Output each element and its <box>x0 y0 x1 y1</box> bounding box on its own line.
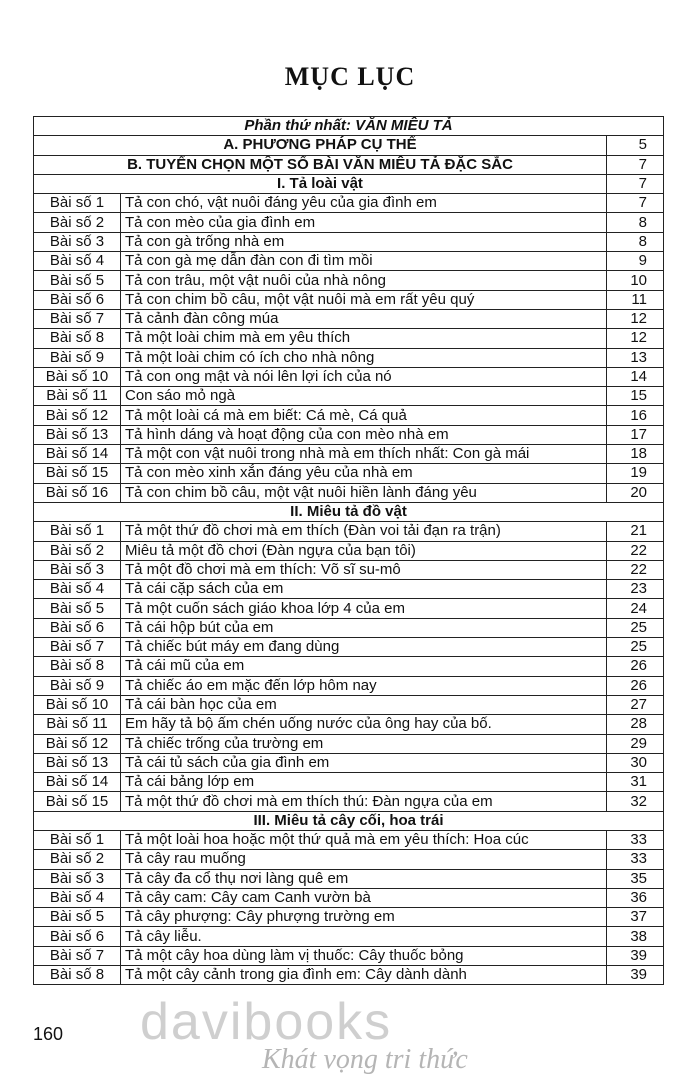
entry-page: 18 <box>606 445 663 464</box>
entry-title: Tả cái bàn học của em <box>121 695 607 714</box>
table-row <box>34 618 664 637</box>
table-row <box>34 657 664 676</box>
entry-page: 30 <box>606 753 663 772</box>
entry-number: Bài số 8 <box>34 966 121 985</box>
table-row <box>34 695 664 714</box>
table-row <box>34 425 664 444</box>
table-row <box>34 252 664 271</box>
section-heading-row <box>34 502 664 521</box>
entry-title: Tả con trâu, một vật nuôi của nhà nông <box>121 271 607 290</box>
entry-number: Bài số 16 <box>34 483 121 502</box>
entry-number: Bài số 1 <box>34 522 121 541</box>
watermark-logo: davibooks <box>140 993 393 1051</box>
entry-title: Tả một loài hoa hoặc một thứ quả mà em yêu thích: Hoa cúc <box>121 830 607 849</box>
table-row <box>34 213 664 232</box>
table-row <box>34 676 664 695</box>
table-row <box>34 773 664 792</box>
entry-number: Bài số 6 <box>34 290 121 309</box>
entry-number: Bài số 14 <box>34 445 121 464</box>
entry-title: Tả một cây hoa dùng làm vị thuốc: Cây thuốc bỏng <box>121 946 607 965</box>
entry-page: 23 <box>606 580 663 599</box>
entry-page: 9 <box>606 252 663 271</box>
entry-page: 29 <box>606 734 663 753</box>
entry-title: Tả con gà trống nhà em <box>121 232 607 251</box>
entry-number: Bài số 5 <box>34 271 121 290</box>
entry-number: Bài số 3 <box>34 869 121 888</box>
entry-number: Bài số 12 <box>34 734 121 753</box>
table-row <box>34 792 664 811</box>
entry-page: 19 <box>606 464 663 483</box>
entry-page: 37 <box>606 908 663 927</box>
entry-title: Tả một thứ đồ chơi mà em thích thú: Đàn ngựa của em <box>121 792 607 811</box>
entry-number: Bài số 7 <box>34 946 121 965</box>
table-row <box>34 927 664 946</box>
entry-page: 12 <box>606 309 663 328</box>
table-row <box>34 406 664 425</box>
entry-title: Tả con chim bồ câu, một vật nuôi hiền lành đáng yêu <box>121 483 607 502</box>
page-number: 160 <box>33 1024 64 1044</box>
table-row <box>34 638 664 657</box>
entry-number: Bài số 15 <box>34 792 121 811</box>
watermark-slogan: Khát vọng tri thức <box>262 1044 468 1075</box>
table-row <box>34 464 664 483</box>
table-row <box>34 869 664 888</box>
entry-title: Tả cây cam: Cây cam Canh vườn bà <box>121 888 607 907</box>
section-heading: I. Tả loài vật <box>34 174 607 193</box>
entry-number: Bài số 4 <box>34 888 121 907</box>
table-row <box>34 387 664 406</box>
entry-page: 32 <box>606 792 663 811</box>
heading-a-page: 5 <box>606 136 663 155</box>
entry-page: 13 <box>606 348 663 367</box>
entry-title: Tả hình dáng và hoạt động của con mèo nhà em <box>121 425 607 444</box>
page-title: MỤC LỤC <box>284 62 416 91</box>
entry-page: 20 <box>606 483 663 502</box>
section-heading: III. Miêu tả cây cối, hoa trái <box>34 811 664 830</box>
entry-page: 36 <box>606 888 663 907</box>
table-row <box>34 445 664 464</box>
entry-number: Bài số 13 <box>34 753 121 772</box>
table-row <box>34 715 664 734</box>
table-row <box>34 348 664 367</box>
table-row <box>34 367 664 386</box>
entry-page: 22 <box>606 541 663 560</box>
entry-title: Tả cái tủ sách của gia đình em <box>121 753 607 772</box>
entry-title: Con sáo mỏ ngà <box>121 387 607 406</box>
entry-page: 27 <box>606 695 663 714</box>
part-heading-row <box>34 117 664 136</box>
entry-number: Bài số 1 <box>34 194 121 213</box>
table-row <box>34 753 664 772</box>
entry-title: Em hãy tả bộ ấm chén uống nước của ông hay của bố. <box>121 715 607 734</box>
section-heading-row <box>34 811 664 830</box>
entry-page: 24 <box>606 599 663 618</box>
table-row <box>34 483 664 502</box>
heading-row <box>34 136 664 155</box>
heading-b-page: 7 <box>606 155 663 174</box>
table-row <box>34 271 664 290</box>
entry-title: Tả chiếc áo em mặc đến lớp hôm nay <box>121 676 607 695</box>
entry-number: Bài số 14 <box>34 773 121 792</box>
table-row <box>34 599 664 618</box>
entry-number: Bài số 3 <box>34 232 121 251</box>
entry-page: 11 <box>606 290 663 309</box>
heading-row <box>34 155 664 174</box>
table-row <box>34 560 664 579</box>
entry-number: Bài số 11 <box>34 715 121 734</box>
entry-page: 33 <box>606 830 663 849</box>
entry-page: 35 <box>606 869 663 888</box>
entry-number: Bài số 9 <box>34 348 121 367</box>
table-row <box>34 734 664 753</box>
entry-page: 31 <box>606 773 663 792</box>
entry-number: Bài số 8 <box>34 657 121 676</box>
entry-number: Bài số 6 <box>34 927 121 946</box>
table-row <box>34 908 664 927</box>
entry-title: Tả con chim bồ câu, một vật nuôi mà em rất yêu quý <box>121 290 607 309</box>
entry-number: Bài số 11 <box>34 387 121 406</box>
entry-page: 33 <box>606 850 663 869</box>
entry-page: 7 <box>606 194 663 213</box>
entry-page: 25 <box>606 618 663 637</box>
entry-page: 8 <box>606 213 663 232</box>
table-row <box>34 194 664 213</box>
heading-b: B. TUYỂN CHỌN MỘT SỐ BÀI VĂN MIÊU TẢ ĐẶC SẮC <box>34 155 607 174</box>
entry-page: 10 <box>606 271 663 290</box>
entry-title: Tả cây liễu. <box>121 927 607 946</box>
table-row <box>34 850 664 869</box>
entry-number: Bài số 4 <box>34 580 121 599</box>
entry-page: 14 <box>606 367 663 386</box>
entry-number: Bài số 15 <box>34 464 121 483</box>
entry-title: Tả một loài chim có ích cho nhà nông <box>121 348 607 367</box>
entry-page: 26 <box>606 657 663 676</box>
table-row <box>34 580 664 599</box>
entry-title: Tả cái hộp bút của em <box>121 618 607 637</box>
entry-title: Tả con gà mẹ dẫn đàn con đi tìm mồi <box>121 252 607 271</box>
table-row <box>34 329 664 348</box>
entry-page: 25 <box>606 638 663 657</box>
entry-page: 38 <box>606 927 663 946</box>
entry-page: 17 <box>606 425 663 444</box>
entry-number: Bài số 7 <box>34 638 121 657</box>
entry-title: Tả một con vật nuôi trong nhà mà em thích nhất: Con gà mái <box>121 445 607 464</box>
entry-number: Bài số 13 <box>34 425 121 444</box>
entry-number: Bài số 10 <box>34 695 121 714</box>
entry-page: 28 <box>606 715 663 734</box>
entry-number: Bài số 10 <box>34 367 121 386</box>
section-heading: II. Miêu tả đồ vật <box>34 502 664 521</box>
entry-number: Bài số 1 <box>34 830 121 849</box>
section-heading-row <box>34 174 664 193</box>
entry-number: Bài số 2 <box>34 850 121 869</box>
section-page: 7 <box>606 174 663 193</box>
entry-title: Tả cái bảng lớp em <box>121 773 607 792</box>
entry-number: Bài số 2 <box>34 541 121 560</box>
entry-number: Bài số 9 <box>34 676 121 695</box>
entry-page: 26 <box>606 676 663 695</box>
entry-title: Miêu tả một đồ chơi (Đàn ngựa của bạn tôi) <box>121 541 607 560</box>
entry-page: 8 <box>606 232 663 251</box>
entry-page: 15 <box>606 387 663 406</box>
entry-number: Bài số 2 <box>34 213 121 232</box>
entry-number: Bài số 5 <box>34 908 121 927</box>
entry-page: 21 <box>606 522 663 541</box>
entry-title: Tả cái cặp sách của em <box>121 580 607 599</box>
table-row <box>34 309 664 328</box>
entry-number: Bài số 3 <box>34 560 121 579</box>
entry-title: Tả một đồ chơi mà em thích: Võ sĩ su-mô <box>121 560 607 579</box>
table-row <box>34 830 664 849</box>
table-row <box>34 888 664 907</box>
entry-title: Tả một loài chim mà em yêu thích <box>121 329 607 348</box>
entry-title: Tả cây đa cổ thụ nơi làng quê em <box>121 869 607 888</box>
entry-title: Tả con ong mật và nói lên lợi ích của nó <box>121 367 607 386</box>
entry-title: Tả chiếc bút máy em đang dùng <box>121 638 607 657</box>
table-row <box>34 290 664 309</box>
entry-title: Tả cái mũ của em <box>121 657 607 676</box>
table-row <box>34 232 664 251</box>
entry-title: Tả một loài cá mà em biết: Cá mè, Cá quả <box>121 406 607 425</box>
entry-title: Tả một cây cảnh trong gia đình em: Cây dành dành <box>121 966 607 985</box>
entry-title: Tả chiếc trống của trường em <box>121 734 607 753</box>
entry-page: 22 <box>606 560 663 579</box>
entry-page: 39 <box>606 966 663 985</box>
entry-number: Bài số 7 <box>34 309 121 328</box>
entry-number: Bài số 12 <box>34 406 121 425</box>
entry-title: Tả con mèo của gia đình em <box>121 213 607 232</box>
entry-title: Tả con mèo xinh xắn đáng yêu của nhà em <box>121 464 607 483</box>
entry-title: Tả một thứ đồ chơi mà em thích (Đàn voi tải đạn ra trận) <box>121 522 607 541</box>
table-row <box>34 966 664 985</box>
table-row <box>34 522 664 541</box>
part-heading: Phần thứ nhất: VĂN MIÊU TẢ <box>34 117 664 136</box>
entry-number: Bài số 6 <box>34 618 121 637</box>
entry-page: 39 <box>606 946 663 965</box>
entry-number: Bài số 8 <box>34 329 121 348</box>
entry-page: 12 <box>606 329 663 348</box>
entry-title: Tả một cuốn sách giáo khoa lớp 4 của em <box>121 599 607 618</box>
entry-title: Tả cây rau muống <box>121 850 607 869</box>
entry-title: Tả cây phượng: Cây phượng trường em <box>121 908 607 927</box>
table-row <box>34 946 664 965</box>
entry-title: Tả cảnh đàn công múa <box>121 309 607 328</box>
entry-title: Tả con chó, vật nuôi đáng yêu của gia đình em <box>121 194 607 213</box>
table-of-contents <box>33 116 664 985</box>
entry-number: Bài số 4 <box>34 252 121 271</box>
entry-number: Bài số 5 <box>34 599 121 618</box>
heading-a: A. PHƯƠNG PHÁP CỤ THỂ <box>34 136 607 155</box>
entry-page: 16 <box>606 406 663 425</box>
table-row <box>34 541 664 560</box>
